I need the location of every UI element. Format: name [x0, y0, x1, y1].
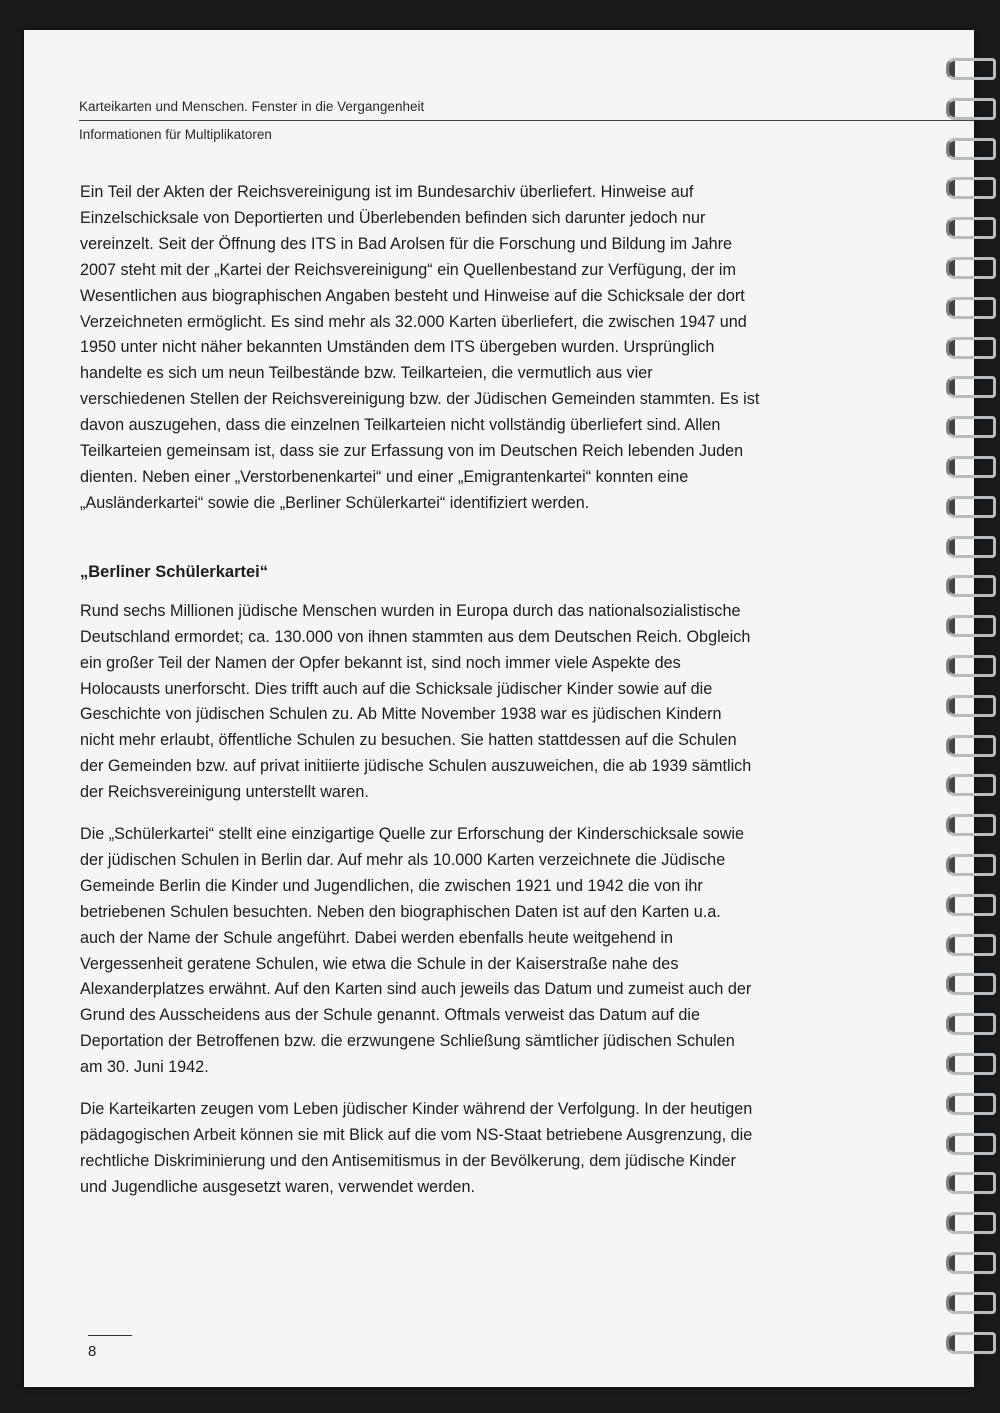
spiral-ring [946, 1332, 996, 1354]
header-divider [79, 120, 974, 121]
spiral-ring [946, 1252, 996, 1274]
paragraph: Ein Teil der Akten der Reichsvereinigung ist im Bundesarchiv überliefert. Hinweise auf Einzelschicksale von Deportierten und Überlebenden befinden sich darunter jedoch nur vereinzelt. Seit der Öffnung des ITS in Bad Arolsen für die Forschung und Bildung im Jahre 2007 steht mit der „Kartei der Reichsvereinigung“ ein Quellenbestand zur Verfügung, der im Wesentlichen aus biographischen Angaben besteht und Hinweise auf die Schicksale der dort Verzeichneten ermöglicht. Es sind mehr als 32.000 Karten überliefert, die zwischen 1947 und 1950 unter nicht näher bekannten Umständen dem ITS übergeben wurden. Ursprünglich handelte es sich um neun Teilbestände bzw. Teilkarteien, die vermutlich aus vier verschiedenen Stellen der Reichsvereinigung bzw. der Jüdischen Gemeinden stammten. Es ist davon auszugehen, dass die einzelnen Teilkarteien nicht vollständig überliefert sind. Allen Teilkarteien gemeinsam ist, dass sie zur Erfassung von im Deutschen Reich lebenden Juden dienten. Neben einer „Verstorbenenkartei“ und einer „Emigrantenkartei“ konnten eine „Ausländerkartei“ sowie die „Berliner Schülerkartei“ identifiziert werden. [80, 183, 760, 512]
spiral-ring [946, 456, 996, 478]
paragraph: Die Karteikarten zeugen vom Leben jüdischer Kinder während der Verfolgung. In der heutigen pädagogischen Arbeit können sie mit Blick auf die vom NS-Staat betriebene Ausgrenzung, die rechtliche Diskriminierung und den Antisemitismus in der Bevölkerung, dem jüdische Kinder und Jugendliche ausgesetzt waren, verwendet werden. [80, 1100, 753, 1196]
header-title: Karteikarten und Menschen. Fenster in die Vergangenheit [79, 99, 425, 114]
section-heading: „Berliner Schülerkartei“ [80, 562, 268, 581]
spiral-ring [946, 257, 996, 279]
spiral-ring [946, 973, 996, 995]
spiral-ring [946, 138, 996, 160]
spiral-ring [946, 1013, 996, 1035]
spiral-ring [946, 217, 996, 239]
spiral-ring [946, 934, 996, 956]
paragraph: Rund sechs Millionen jüdische Menschen wurden in Europa durch das nationalsozialistische Deutschland ermordet; ca. 130.000 von ihnen stammten aus dem Deutschen Reich. Obgleich ein großer Teil der Namen der Opfer bekannt ist, sind noch immer viele Aspekte des Holocausts unerforscht. Dies trifft auch auf die Schicksale jüdischer Kinder sowie auf die Geschichte von jüdischen Schulen zu. Ab Mitte November 1938 war es jüdischen Kindern nicht mehr erlaubt, öffentliche Schulen zu besuchen. Sie hatten stattdessen auf die Schulen der Gemeinden bzw. auf privat initiierte jüdische Schulen auszuweichen, die ab 1939 sämtlich der Reichsvereinigung unterstellt waren. [80, 601, 752, 802]
spiral-ring [946, 1292, 996, 1314]
header-subtitle: Informationen für Multiplikatoren [79, 127, 272, 142]
page-number: 8 [88, 1343, 97, 1360]
spiral-ring [946, 814, 996, 836]
spiral-ring [946, 1172, 996, 1194]
spiral-ring [946, 735, 996, 757]
paragraph: Die „Schülerkartei“ stellt eine einzigartige Quelle zur Erforschung der Kinderschicksale sowie der jüdischen Schulen in Berlin dar. Auf mehr als 10.000 Karten verzeichnete die Jüdische Gemeinde Berlin die Kinder und Jugendlichen, die zwischen 1921 und 1942 die von ihr betriebenen Schulen besuchten. Neben den biographischen Daten ist auf den Karten u.a. auch der Name der Schule angeführt. Dabei werden ebenfalls heute weitgehend in Vergessenheit geratene Schulen, wie etwa die Schule in der Kaiserstraße nahe des Alexanderplatzes erwähnt. Auf den Karten sind auch jeweils das Datum und zumeist auch der Grund des Ausscheidens aus der Schule genannt. Oftmals verweist das Datum auf die Deportation der Betroffenen bzw. die erzwungene Schließung sämtlicher jüdischen Schulen am 30. Juni 1942. [80, 825, 752, 1077]
spiral-binding [948, 20, 1000, 1380]
running-header [79, 98, 974, 144]
spiral-ring [946, 58, 996, 80]
spiral-ring [946, 575, 996, 597]
spiral-ring [946, 376, 996, 398]
spiral-ring [946, 774, 996, 796]
spiral-ring [946, 695, 996, 717]
spiral-ring [946, 416, 996, 438]
body-text [80, 180, 760, 1217]
page-number-rule [88, 1335, 132, 1336]
spiral-ring [946, 1212, 996, 1234]
spiral-ring [946, 854, 996, 876]
spiral-ring [946, 297, 996, 319]
spiral-ring [946, 1093, 996, 1115]
spiral-ring [946, 1053, 996, 1075]
document-page [24, 30, 974, 1387]
spiral-ring [946, 337, 996, 359]
spiral-ring [946, 177, 996, 199]
spiral-ring [946, 615, 996, 637]
spiral-ring [946, 536, 996, 558]
spiral-ring [946, 98, 996, 120]
spiral-ring [946, 1133, 996, 1155]
spiral-ring [946, 655, 996, 677]
spiral-ring [946, 894, 996, 916]
spiral-ring [946, 496, 996, 518]
